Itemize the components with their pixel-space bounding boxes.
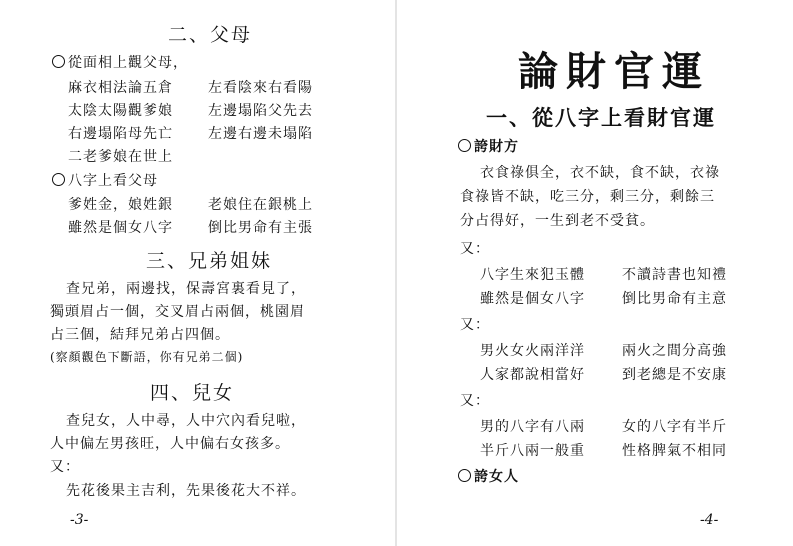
page-number: -4- — [700, 512, 719, 528]
verse-left: 太陰太陽觀爹娘 — [68, 103, 173, 119]
verse-right: 倒比男命有主張 — [208, 220, 313, 236]
paragraph-line: 人中偏左男孩旺，人中偏右女孩多。 — [50, 436, 290, 452]
paragraph-label: 又： — [460, 241, 490, 257]
verse-left: 麻衣相法論五倉 — [68, 80, 173, 96]
paragraph-line: 先花後果主吉利，先果後花大不祥。 — [66, 483, 306, 499]
verse-left: 雖然是個女八字 — [480, 291, 585, 307]
section-title-siblings: 三、兄弟姐妹 — [146, 250, 273, 272]
verse-right: 性格脾氣不相同 — [622, 443, 727, 459]
paragraph-note: (察顏觀色下斷語，你有兄弟二個) — [50, 350, 244, 364]
verse-left: 人家都說相當好 — [480, 367, 585, 383]
section-title-parents: 二、父母 — [168, 24, 253, 46]
paragraph-line: 占三個，結拜兄弟占四個。 — [50, 327, 230, 343]
verse-right: 兩火之間分高強 — [622, 343, 727, 359]
paragraph-line: 分占得好，一生到老不受貧。 — [460, 213, 655, 229]
paragraph-line: 查兒女，人中尋，人中穴內看兒啦， — [66, 413, 306, 429]
heading-praise-wealth: 誇財方 — [458, 136, 519, 156]
paragraph-label: 又： — [460, 317, 490, 333]
verse-right: 不讀詩書也知禮 — [622, 267, 727, 283]
verse-right: 老娘住在銀桃上 — [208, 197, 313, 213]
circle-bullet-icon — [458, 139, 471, 152]
circle-bullet-icon — [458, 469, 471, 482]
verse-left: 半斤八兩一般重 — [480, 443, 585, 459]
verse-left: 雖然是個女八字 — [68, 220, 173, 236]
verse-right: 左看陰來右看陽 — [208, 80, 313, 96]
chapter-subtitle: 一、從八字上看財官運 — [486, 105, 716, 130]
right-page — [400, 0, 793, 546]
main-title: 論財官運 — [518, 48, 710, 95]
verse-left: 右邊塌陷母先亡 — [68, 126, 173, 142]
paragraph-line: 食祿皆不缺，吃三分，剩三分，剩餘三 — [460, 189, 715, 205]
left-page — [0, 0, 392, 546]
paragraph-line: 衣食祿俱全，衣不缺，食不缺，衣祿 — [480, 165, 720, 181]
circle-bullet-icon — [52, 173, 65, 186]
verse-left: 男火女火兩洋洋 — [480, 343, 585, 359]
verse-left: 二老爹娘在世上 — [68, 149, 173, 165]
paragraph-line: 查兄弟，兩邊找，保壽宮裏看見了， — [66, 281, 306, 297]
circle-bullet-icon — [52, 55, 65, 68]
section-title-children: 四、兒女 — [150, 382, 235, 404]
heading-face-parents: 從面相上觀父母， — [52, 52, 188, 72]
paragraph-line: 獨頭眉占一個，交叉眉占兩個，桃園眉 — [50, 304, 305, 320]
heading-bazi-parents: 八字上看父母 — [52, 170, 158, 190]
paragraph-label: 又： — [460, 393, 490, 409]
page-number: -3- — [70, 512, 89, 528]
verse-right: 左邊塌陷父先去 — [208, 103, 313, 119]
verse-left: 爹姓金，娘姓銀 — [68, 197, 173, 213]
page-gutter — [395, 0, 397, 546]
verse-right: 倒比男命有主意 — [622, 291, 727, 307]
verse-left: 男的八字有八兩 — [480, 419, 585, 435]
heading-praise-woman: 誇女人 — [458, 466, 519, 486]
verse-right: 到老總是不安康 — [622, 367, 727, 383]
verse-right: 左邊右邊未塌陷 — [208, 126, 313, 142]
verse-right: 女的八字有半斤 — [622, 419, 727, 435]
paragraph-label: 又： — [50, 459, 80, 475]
verse-left: 八字生來犯玉體 — [480, 267, 585, 283]
